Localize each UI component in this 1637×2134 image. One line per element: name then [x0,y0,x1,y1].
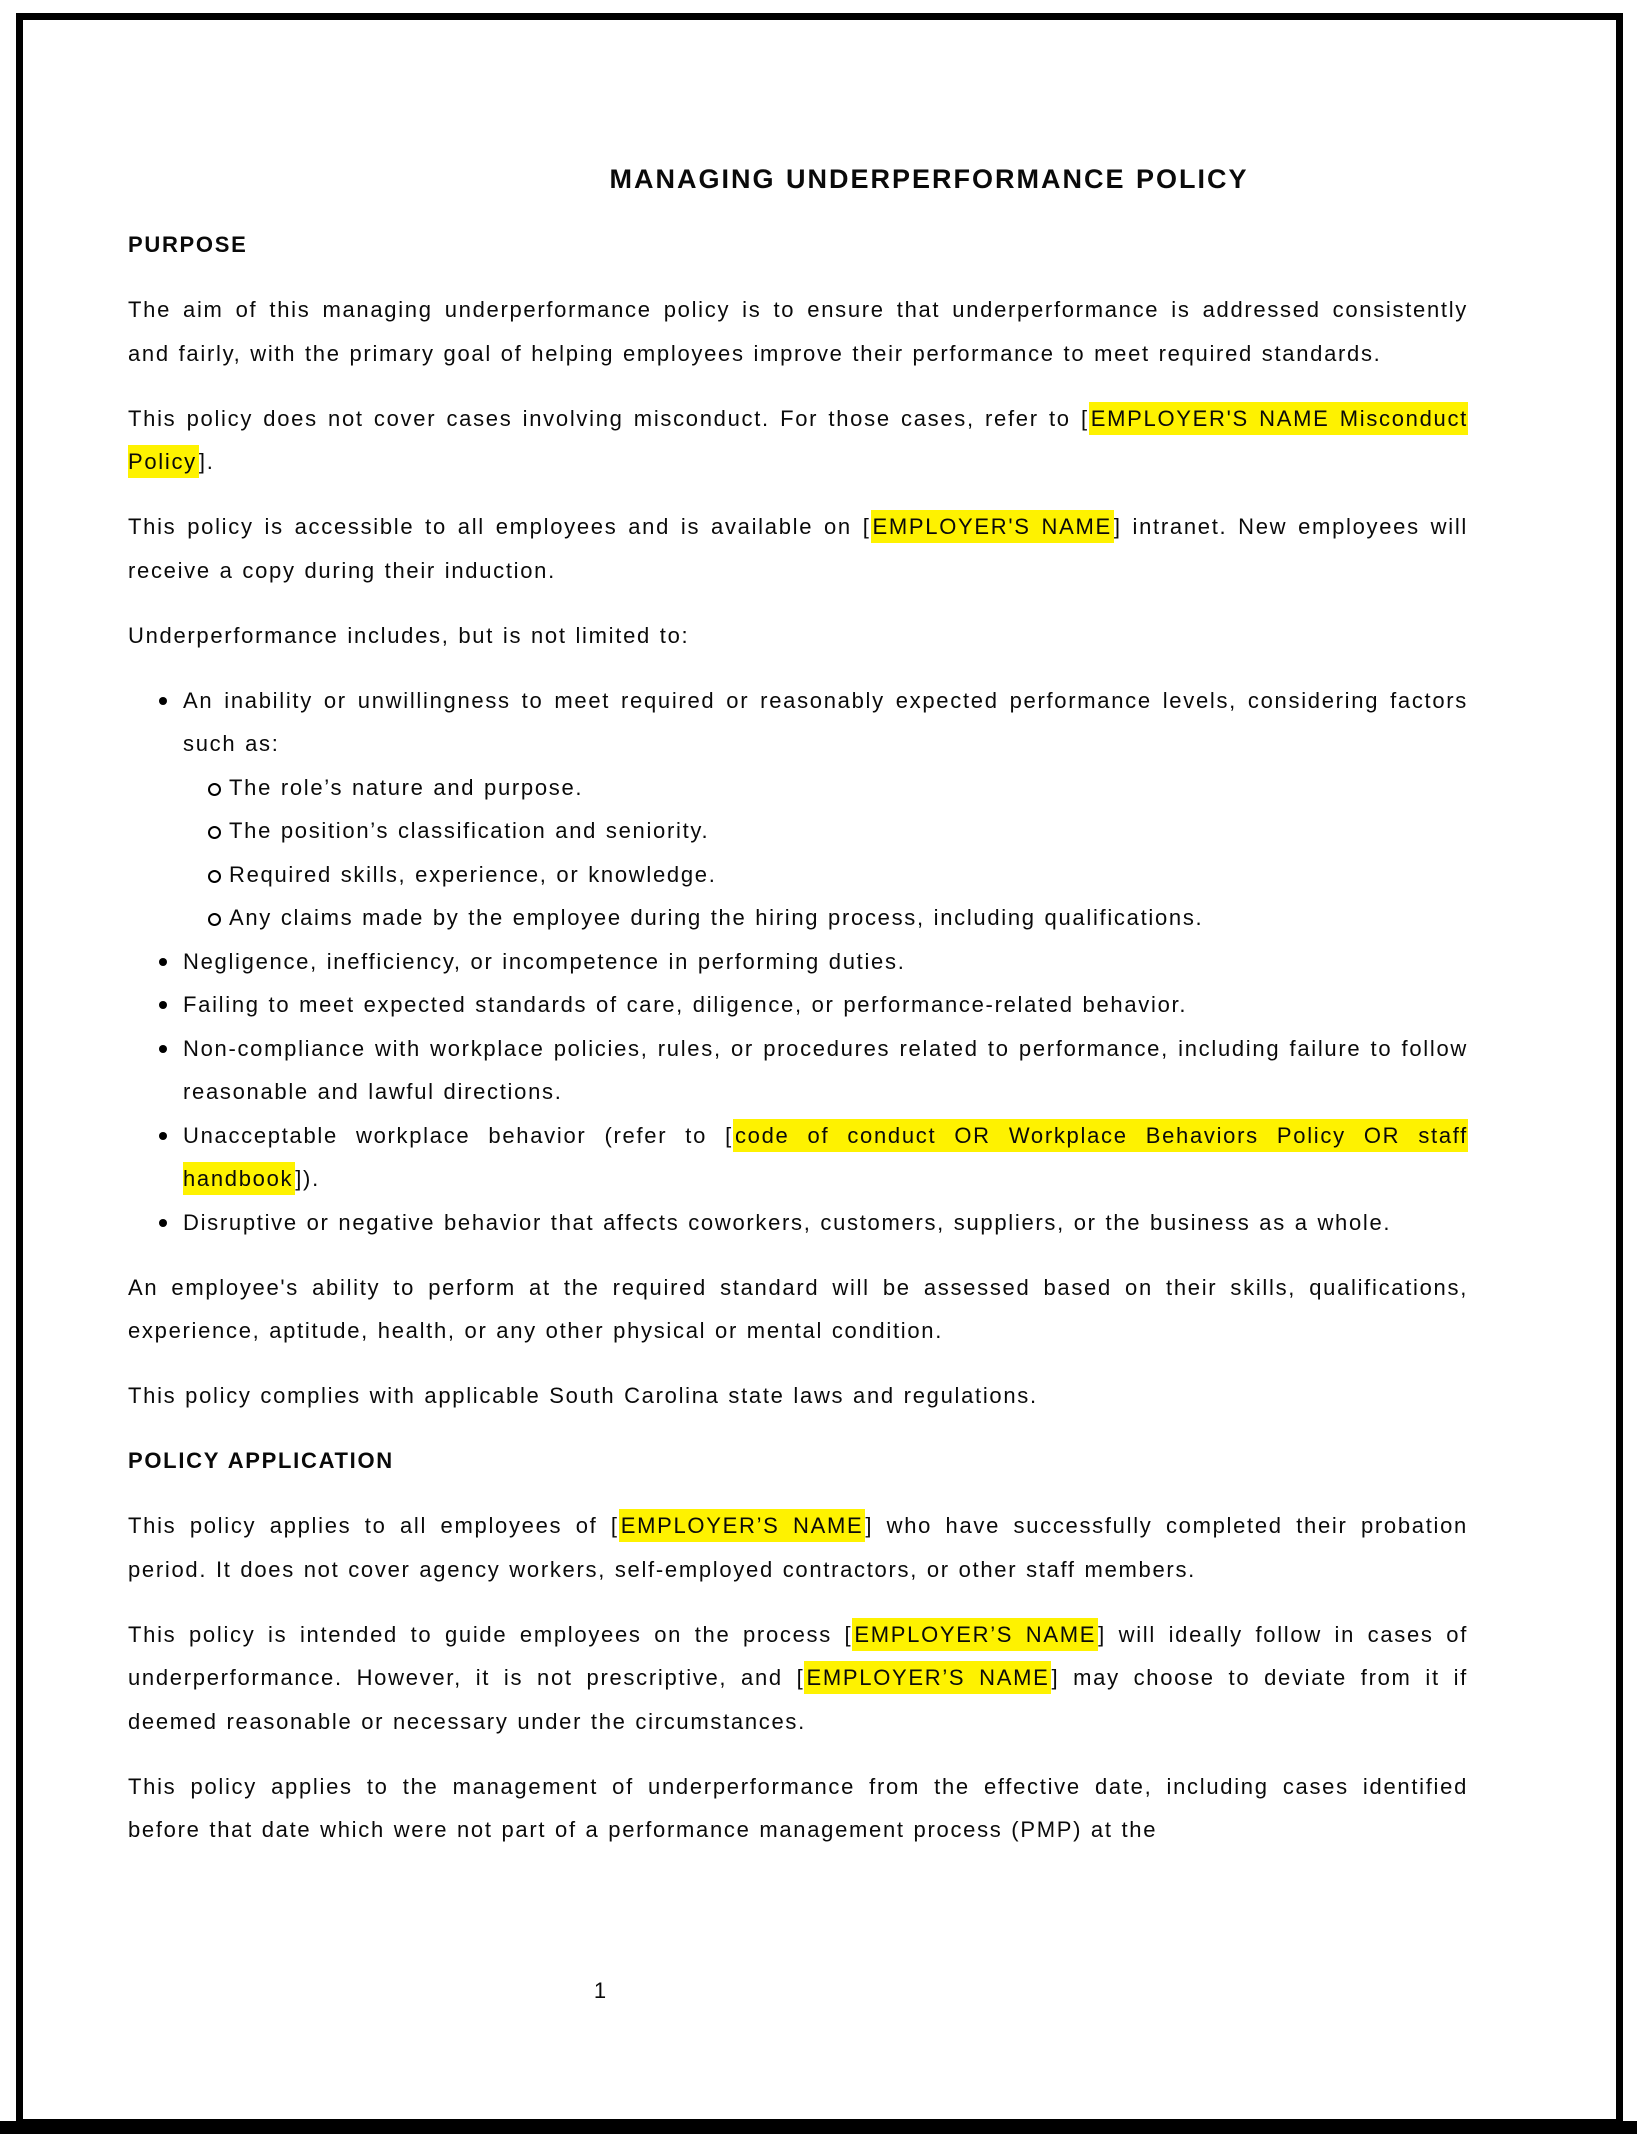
text-run: ] may choose to deviate from it if deemed reasonable or necessary under the circumstances. [128,1665,1468,1734]
text-run: The role’s nature and purpose. [229,774,584,800]
highlighted-placeholder: code of conduct OR Workplace Behaviors Policy OR staff handbook [183,1119,1468,1196]
paragraph [128,505,1468,592]
section-heading [128,1439,1468,1483]
text-run: Unacceptable workplace behavior (refer to [ [183,1122,733,1148]
document-title [259,158,1599,202]
page-number: 1 [593,1978,607,2003]
text-run: PURPOSE [128,232,248,257]
paragraph [128,1613,1468,1744]
paragraph [128,1765,1468,1852]
text-run: This policy complies with applicable South Carolina state laws and regulations. [128,1383,1038,1408]
document-body [128,158,1468,1873]
bullet-dot-icon [159,1045,167,1053]
text-run: MANAGING UNDERPERFORMANCE POLICY [609,164,1249,194]
text-run: Failing to meet expected standards of care, diligence, or performance-related behavior. [183,992,1188,1017]
text-run: POLICY APPLICATION [128,1448,394,1473]
text-run: ]). [295,1166,320,1191]
text-run: An employee's ability to perform at the required standard will be assessed based on their skills, qualifications, experience, aptitude, health, or any other physical or mental condition. [128,1274,1468,1343]
text-run: The position’s classification and seniority. [229,818,710,843]
section-heading [128,223,1468,267]
text-run: Required skills, experience, or knowledge. [229,861,717,887]
circle-bullet-icon [208,826,221,839]
text-run: This policy applies to the management of underperformance from the effective date, including cases identified before that date which were not part of a performance management process (PMP) at the [128,1773,1468,1842]
text-run: This policy is accessible to all employees and is available on [ [128,514,871,539]
bottom-edge-bar [0,2121,1637,2134]
text-run: An inability or unwillingness to meet required or reasonably expected performance levels, considering factors such as: [183,687,1468,756]
text-run: Non-compliance with workplace policies, rules, or procedures related to performance, including failure to follow reasonable and lawful directions. [183,1035,1468,1104]
bullet-item [128,983,1468,1027]
text-run: ]. [198,449,215,474]
paragraph [128,1504,1468,1591]
text-run: Negligence, inefficiency, or incompetence in performing duties. [183,948,906,974]
text-run: ] who have successfully completed their probation period. It does not cover agency workers, self-employed contractors, or other staff members. [128,1513,1468,1582]
bullet-item [128,940,1468,984]
paragraph [128,614,1468,658]
circle-bullet-icon [208,870,221,883]
paragraph [128,288,1468,375]
bullet-item [128,679,1468,766]
highlighted-placeholder: EMPLOYER'S NAME [871,510,1114,543]
sub-bullet-item [128,896,1468,940]
highlighted-placeholder: EMPLOYER’S NAME [852,1618,1098,1651]
bullet-item [128,1201,1468,1245]
paragraph [128,1266,1468,1353]
text-run: This policy applies to all employees of [ [128,1513,619,1538]
bullet-dot-icon [159,1219,167,1227]
bullet-dot-icon [159,1132,167,1140]
bullet-item [128,1114,1468,1201]
text-run: ] intranet. New employees will receive a copy during their induction. [128,514,1468,583]
sub-bullet-item [128,809,1468,853]
bullet-dot-icon [159,697,167,705]
text-run: The aim of this managing underperformance policy is to ensure that underperformance is addressed consistently and fairly, with the primary goal of helping employees improve their performance to meet required standards. [128,297,1468,366]
bullet-dot-icon [159,1001,167,1009]
text-run: Disruptive or negative behavior that affects coworkers, customers, suppliers, or the business as a whole. [183,1209,1392,1235]
circle-bullet-icon [208,913,221,926]
text-run: ] will ideally follow in cases of underperformance. However, it is not prescriptive, and [ [128,1621,1469,1690]
paragraph [128,397,1468,484]
highlighted-placeholder: EMPLOYER'S NAME Misconduct Policy [128,402,1468,479]
bullet-item [128,1027,1468,1114]
text-run: Any claims made by the employee during the hiring process, including qualifications. [229,905,1204,930]
circle-bullet-icon [208,783,221,796]
text-run: This policy is intended to guide employees on the process [ [128,1621,853,1647]
paragraph [128,1374,1468,1418]
text-run: Underperformance includes, but is not limited to: [128,622,690,648]
sub-bullet-item [128,853,1468,897]
sub-bullet-item [128,766,1468,810]
highlighted-placeholder: EMPLOYER’S NAME [619,1509,866,1542]
highlighted-placeholder: EMPLOYER’S NAME [804,1661,1051,1694]
text-run: This policy does not cover cases involving misconduct. For those cases, refer to [ [128,405,1089,431]
bullet-dot-icon [159,958,167,966]
